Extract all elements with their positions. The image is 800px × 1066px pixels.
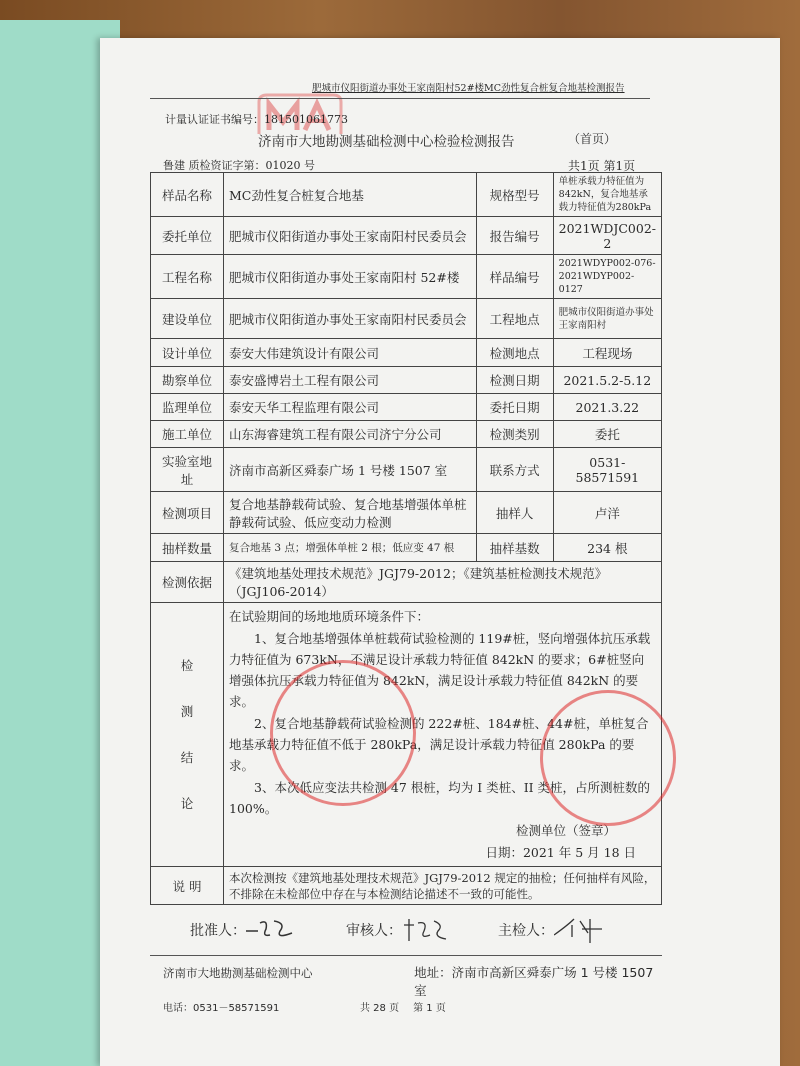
field-label: 建设单位 [151,299,224,339]
footer-address: 地址：济南市高新区舜泰广场 1 号楼 1507 室 [414,965,654,998]
running-title: 肥城市仪阳街道办事处王家南阳村52#楼MC劲性复合桩复合地基检测报告 [312,83,625,94]
label-char: 结 [180,749,194,765]
table-row [151,448,662,492]
conclusion-item: 3、本次低应变法共检测 47 根桩，均为 I 类桩、II 类桩，占所测桩数的 100%。 [229,780,651,816]
field-label: 抽样人 [476,492,553,534]
field-value: 2021.5.2-5.12 [553,367,661,394]
label-char: 测 [180,703,194,719]
report-body [150,172,662,1038]
table-row [151,603,662,867]
field-label: 检测日期 [476,367,553,394]
table-row [151,394,662,421]
footer-divider [150,955,662,956]
report-title: 济南市大地勘测基础检测中心检验检测报告 [258,134,515,150]
reviewer-label: 审核人： [346,923,402,939]
table-row [151,534,662,562]
field-label: 样品编号 [476,255,553,299]
field-label: 工程名称 [151,255,224,299]
field-value: 单桩承载力特征值为842kN，复合地基承载力特征值为280kPa [553,173,661,217]
field-label: 委托日期 [476,394,553,421]
field-value: 济南市高新区舜泰广场 1 号楼 1507 室 [224,448,477,492]
qualification-number: 鲁建 质检资证字第：01020 号 [163,159,315,172]
field-label: 检测类别 [476,421,553,448]
field-value: 肥城市仪阳街道办事处王家南阳村 [553,299,661,339]
approver-signature [246,917,296,943]
field-value: 卢洋 [553,492,661,534]
field-label: 勘察单位 [151,367,224,394]
field-value: 复合地基静载荷试验、复合地基增强体单桩静载荷试验、低应变动力检测 [224,492,477,534]
report-table [150,172,662,905]
conclusion-item: 2、复合地基静载荷试验检测的 222#桩、184#桩、44#桩，单桩复合地基承载力特征值不低于 280kPa，满足设计承载力特征值 280kPa 的要求。 [229,716,649,773]
signature-row [150,913,662,947]
basis-label: 检测依据 [151,562,224,603]
table-row [151,255,662,299]
field-value: 泰安大伟建筑设计有限公司 [224,339,477,367]
table-row [151,867,662,905]
field-label: 设计单位 [151,339,224,367]
cert-number: 计量认证证书编号：181501061773 [165,113,348,126]
table-row [151,173,662,217]
footer-phone: 电话：0531－58571591 [163,1003,280,1014]
field-value: 肥城市仪阳街道办事处王家南阳村民委员会 [224,299,477,339]
conclusion-item: 1、复合地基增强体单桩载荷试验检测的 119#桩，竖向增强体抗压承载力特征值为 673kN，不满足设计承载力特征值 842kN 的要求；6#桩竖向增强体抗压承载力特征值为 842kN，满足设计承载力特征值 842kN 的要求。 [229,631,651,709]
inspector-signature [554,915,604,945]
conclusion-label [151,603,224,867]
conclusion-intro: 在试验期间的场地地质环境条件下： [229,609,430,624]
reviewer-signature [402,917,448,943]
footer-page: 第 1 页 [413,1003,446,1014]
field-label: 抽样数量 [151,534,224,562]
field-value: 2021WDYP002-076-2021WDYP002-0127 [553,255,661,299]
page-count: 共1页 第1页 [568,159,636,173]
field-value: 2021WDJC002-2 [553,217,661,255]
footer-total-pages: 共 28 页 [360,1003,400,1014]
approver-label: 批准人： [190,923,246,939]
footer-org: 济南市大地勘测基础检测中心 [163,966,313,980]
field-label: 工程地点 [476,299,553,339]
field-value: 工程现场 [553,339,661,367]
field-label: 联系方式 [476,448,553,492]
label-char: 论 [180,795,194,811]
field-label: 样品名称 [151,173,224,217]
table-row [151,562,662,603]
basis-value: 《建筑地基处理技术规范》JGJ79-2012；《建筑基桩检测技术规范》（JGJ106-2014） [224,562,662,603]
report-date: 日期：2021 年 5 月 18 日 [485,845,636,860]
field-label: 实验室地址 [151,448,224,492]
field-value: 肥城市仪阳街道办事处王家南阳村 52#楼 [224,255,477,299]
table-row [151,299,662,339]
table-row [151,217,662,255]
footer-line-2 [163,1000,662,1018]
note-value: 本次检测按《建筑地基处理技术规范》JGJ79-2012 规定的抽检；任何抽样有风险，不排除在未检部位中存在与本检测结论描述不一致的可能性。 [224,867,662,905]
field-label: 检测项目 [151,492,224,534]
table-row [151,367,662,394]
inspector-label: 主检人： [498,923,554,939]
field-label: 报告编号 [476,217,553,255]
header-divider [150,98,650,99]
field-label: 施工单位 [151,421,224,448]
field-value: 234 根 [553,534,661,562]
testing-unit: 检测单位（签章） [515,823,616,838]
field-value: MC劲性复合桩复合地基 [224,173,477,217]
label-char: 检 [180,657,194,673]
field-label: 抽样基数 [476,534,553,562]
field-value: 肥城市仪阳街道办事处王家南阳村民委员会 [224,217,477,255]
footer-line-1 [163,964,662,1000]
table-row [151,492,662,534]
field-value: 山东海睿建筑工程有限公司济宁分公司 [224,421,477,448]
field-value: 复合地基 3 点；增强体单桩 2 根；低应变 47 根 [224,534,477,562]
field-value: 泰安天华工程监理有限公司 [224,394,477,421]
table-row [151,421,662,448]
field-label: 监理单位 [151,394,224,421]
field-value: 2021.3.22 [553,394,661,421]
field-value: 泰安盛博岩土工程有限公司 [224,367,477,394]
field-value: 0531-58571591 [553,448,661,492]
field-value: 委托 [553,421,661,448]
field-label: 规格型号 [476,173,553,217]
conclusion-text [224,603,662,867]
note-label: 说 明 [151,867,224,905]
field-label: 检测地点 [476,339,553,367]
field-label: 委托单位 [151,217,224,255]
first-page-label: （首页） [568,132,617,146]
table-row [151,339,662,367]
